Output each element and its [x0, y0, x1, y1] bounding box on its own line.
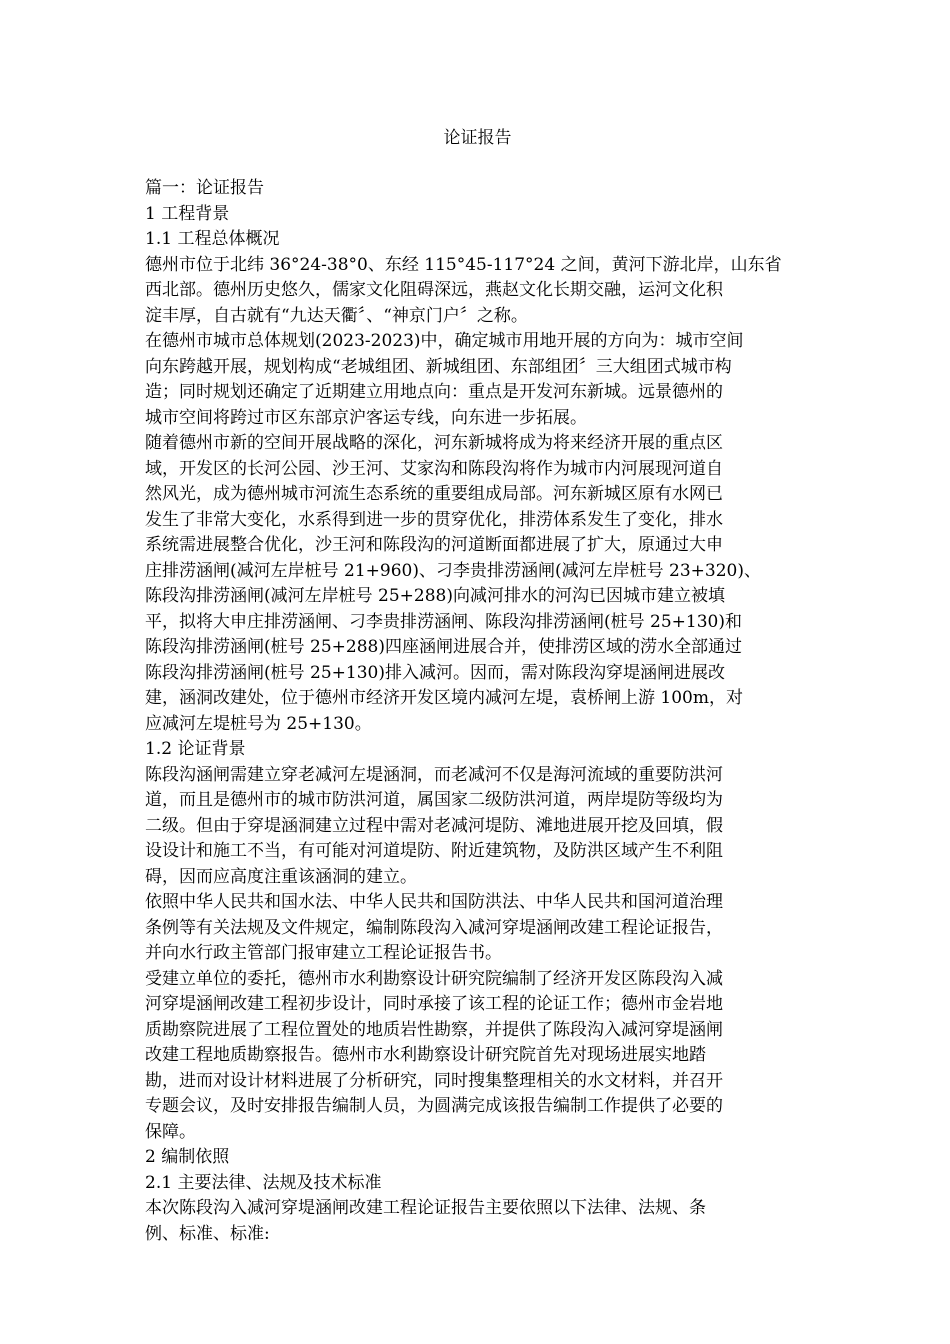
text-line: 陈段沟排涝涵闸(桩号 25+130)排入减河。因而，需对陈段沟穿堤涵闸进展改 [145, 662, 725, 683]
text-line: 道，而且是德州市的城市防洪河道，属国家二级防洪河道，两岸堤防等级均为 [145, 790, 723, 810]
text-line: 保障。 [145, 1121, 196, 1142]
text-line: 淀丰厚，自古就有“九达天衢〞、“神京门户〞之称。 [145, 305, 528, 326]
text-line: 发生了非常大变化，水系得到进一步的贯穿优化，排涝体系发生了变化，排水 [145, 509, 723, 530]
text-line: 本次陈段沟入减河穿堤涵闸改建工程论证报告主要依照以下法律、法规、条 [145, 1198, 706, 1218]
text-line: 平，拟将大申庄排涝涵闸、刁李贵排涝涵闸、陈段沟排涝涵闸(桩号 25+130)和 [145, 611, 742, 632]
paragraph [145, 253, 810, 330]
text-line: 陈段沟排涝涵闸(桩号 25+288)四座涵闸进展合并，使排涝区域的涝水全部通过 [145, 637, 742, 657]
text-line: 条例等有关法规及文件规定，编制陈段沟入减河穿堤涵闸改建工程论证报告， [145, 917, 723, 938]
text-line: 西北部。德州历史悠久，儒家文化阻碍深远，燕赵文化长期交融，运河文化积 [145, 280, 723, 300]
text-line: 域，开发区的长河公园、沙王河、艾家沟和陈段沟将作为城市内河展现河道自 [145, 458, 723, 479]
text-line: 2.1 主要法律、法规及技术标准 [145, 1172, 382, 1193]
paragraph [145, 431, 810, 737]
text-line: 向东跨越开展，规划构成“老城组团、新城组团、东部组团〞三大组团式城市构 [145, 356, 732, 377]
section-heading [145, 1145, 810, 1171]
text-line: 专题会议，及时安排报告编制人员，为圆满完成该报告编制工作提供了必要的 [145, 1096, 723, 1116]
section-heading [145, 202, 810, 228]
text-line: 依照中华人民共和国水法、中华人民共和国防洪法、中华人民共和国河道治理 [145, 892, 723, 912]
paragraph [145, 890, 810, 967]
section-heading [145, 176, 810, 202]
text-line: 受建立单位的委托，德州市水利勘察设计研究院编制了经济开发区陈段沟入减 [145, 968, 723, 989]
text-line: 碍，因而应高度注重该涵洞的建立。 [145, 866, 417, 887]
text-line: 例、标准、标准: [145, 1223, 270, 1244]
text-line: 德州市位于北纬 36°24-38°0、东经 115°45-117°24 之间，黄河下游北岸，山东省 [145, 254, 782, 275]
text-line: 2 编制依照 [145, 1147, 230, 1167]
text-line: 系统需进展整合优化，沙王河和陈段沟的河道断面都进展了扩大，原通过大申 [145, 535, 723, 555]
paragraph [145, 763, 810, 891]
text-line: 庄排涝涵闸(减河左岸桩号 21+960)、刁李贵排涝涵闸(减河左岸桩号 23+320)、 [145, 560, 761, 581]
text-line: 造；同时规划还确定了近期建立用地点向：重点是开发河东新城。远景德州的 [145, 382, 723, 402]
text-line: 改建工程地质勘察报告。德州市水利勘察设计研究院首先对现场进展实地踏 [145, 1045, 706, 1065]
section-heading [145, 737, 810, 763]
text-line: 陈段沟排涝涵闸(减河左岸桩号 25+288)向减河排水的河沟已因城市建立被填 [145, 586, 725, 606]
text-line: 建，涵洞改建处，位于德州市经济开发区境内减河左堤，袁桥闸上游 100m，对 [145, 688, 743, 708]
document-body [145, 176, 810, 1247]
text-line: 二级。但由于穿堤涵洞建立过程中需对老减河堤防、滩地进展开挖及回填，假 [145, 815, 723, 836]
text-line: 然风光，成为德州城市河流生态系统的重要组成局部。河东新城区原有水网已 [145, 484, 723, 504]
paragraph [145, 1196, 810, 1247]
text-line: 1 工程背景 [145, 203, 230, 224]
text-line: 并向水行政主管部门报审建立工程论证报告书。 [145, 943, 502, 963]
section-heading [145, 1171, 810, 1197]
text-line: 篇一：论证报告 [145, 178, 264, 198]
text-line: 应减河左堤桩号为 25+130。 [145, 713, 372, 734]
text-line: 城市空间将跨过市区东部京沪客运专线，向东进一步拓展。 [145, 407, 587, 428]
section-heading [145, 227, 810, 253]
text-line: 随着德州市新的空间开展战略的深化，河东新城将成为将来经济开展的重点区 [145, 433, 723, 453]
document-title: 论证报告 [443, 128, 512, 148]
text-line: 勘，进而对设计材料进展了分析研究，同时搜集整理相关的水文材料，并召开 [145, 1070, 723, 1091]
text-line: 1.1 工程总体概况 [145, 229, 280, 249]
text-line: 陈段沟涵闸需建立穿老减河左堤涵洞，而老减河不仅是海河流域的重要防洪河 [145, 764, 723, 785]
text-line: 河穿堤涵闸改建工程初步设计，同时承接了该工程的论证工作；德州市金岩地 [145, 994, 723, 1014]
text-line: 1.2 论证背景 [145, 739, 246, 759]
text-line: 质勘察院进展了工程位置处的地质岩性勘察，并提供了陈段沟入减河穿堤涵闸 [145, 1019, 723, 1040]
text-line: 在德州市城市总体规划(2023-2023)中，确定城市用地开展的方向为：城市空间 [145, 331, 744, 351]
paragraph [145, 329, 810, 431]
paragraph [145, 967, 810, 1146]
text-line: 设设计和施工不当，有可能对河道堤防、附近建筑物，及防洪区域产生不利阻 [145, 841, 723, 861]
